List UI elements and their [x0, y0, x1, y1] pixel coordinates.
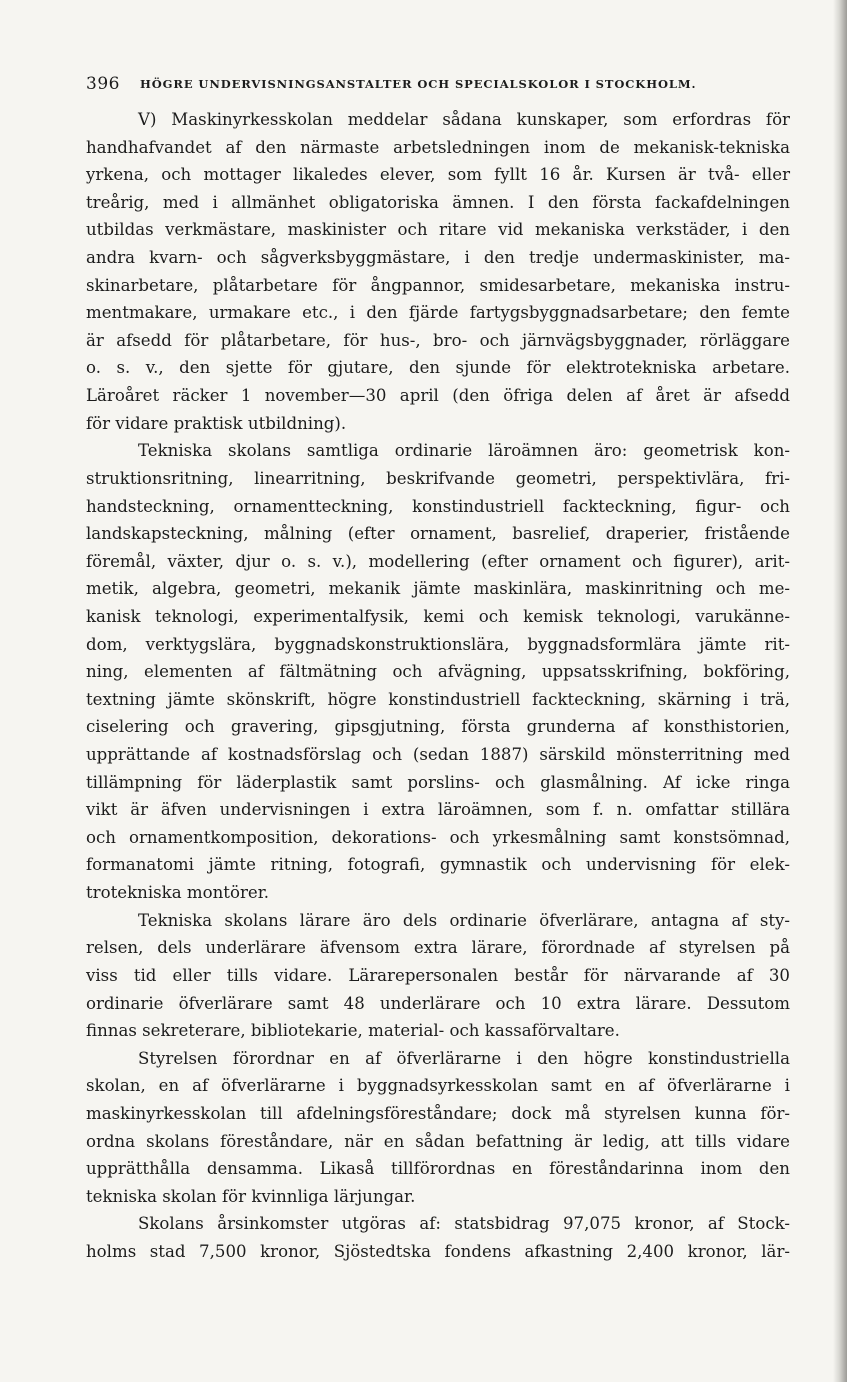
text-line: kanisk teknologi, experimentalfysik, kemi och kemisk teknologi, varukänne- [86, 606, 790, 626]
body-text [86, 106, 790, 1266]
text-line: tillämpning för läderplastik samt porslins- och glasmålning. Af icke ringa [86, 772, 790, 792]
text-line: trotekniska montörer. [86, 883, 270, 903]
text-line: formanatomi jämte ritning, fotografi, gymnastik och undervisning för elek- [86, 855, 790, 875]
text-line: treårig, med i allmänhet obligatoriska ämnen. I den första fackafdelningen [86, 192, 790, 212]
text-line: upprättande af kostnadsförslag och (sedan 1887) särskild mönsterritning med [86, 745, 790, 765]
text-line: finnas sekreterare, bibliotekarie, material- och kassaförvaltare. [86, 1021, 620, 1041]
text-line: Läroåret räcker 1 november—30 april (den öfriga delen af året är afsedd [86, 386, 790, 406]
text-line: textning jämte skönskrift, högre konstindustriell fackteckning, skärning i trä, [86, 689, 790, 709]
page-number: 396 [86, 74, 120, 94]
text-line: dom, verktygslära, byggnadskonstruktionslära, byggnadsformlära jämte rit- [86, 634, 790, 654]
text-line: andra kvarn- och sågverksbyggmästare, i den tredje undermaskinister, ma- [86, 248, 790, 268]
text-line: och ornamentkomposition, dekorations- och yrkesmålning samt konstsömnad, [86, 827, 790, 847]
text-line: struktionsritning, linearritning, beskrifvande geometri, perspektivlära, fri- [86, 468, 790, 488]
text-line: o. s. v., den sjette för gjutare, den sjunde för elektrotekniska arbetare. [86, 358, 790, 378]
text-line: viss tid eller tills vidare. Lärarepersonalen består för närvarande af 30 [86, 965, 790, 985]
page-edge-shadow [833, 0, 847, 1382]
text-line: skinarbetare, plåtarbetare för ångpannor, smidesarbetare, mekaniska instru- [86, 275, 790, 295]
text-line: maskinyrkesskolan till afdelningsföreståndare; dock må styrelsen kunna för- [86, 1103, 790, 1123]
text-line: handhafvandet af den närmaste arbetsledningen inom de mekanisk-tekniska [86, 137, 790, 157]
text-line: Skolans årsinkomster utgöras af: statsbidrag 97,075 kronor, af Stock- [138, 1214, 790, 1234]
text-line: för vidare praktisk utbildning). [86, 413, 347, 433]
text-line: föremål, växter, djur o. s. v.), modellering (efter ornament och figurer), arit- [86, 551, 790, 571]
text-line: holms stad 7,500 kronor, Sjöstedtska fondens afkastning 2,400 kronor, lär- [86, 1241, 790, 1261]
text-line: tekniska skolan för kvinnliga lärjungar. [86, 1186, 416, 1206]
page-header [86, 70, 786, 98]
text-line: Tekniska skolans samtliga ordinarie läroämnen äro: geometrisk kon- [138, 441, 790, 461]
text-line: skolan, en af öfverlärarne i byggnadsyrkesskolan samt en af öfverlärarne i [86, 1076, 790, 1096]
text-line: ordna skolans föreståndare, när en sådan befattning är ledig, att tills vidare [86, 1131, 790, 1151]
text-line: yrkena, och mottager likaledes elever, som fyllt 16 år. Kursen är två- eller [86, 165, 790, 185]
text-line: mentmakare, urmakare etc., i den fjärde fartygsbyggnadsarbetare; den femte [86, 303, 790, 323]
text-line: ning, elementen af fältmätning och afvägning, uppsatsskrifning, bokföring, [86, 662, 790, 682]
text-line: relsen, dels underlärare äfvensom extra lärare, förordnade af styrelsen på [86, 938, 790, 958]
text-line: ciselering och gravering, gipsgjutning, första grunderna af konsthistorien, [86, 717, 790, 737]
text-line: Tekniska skolans lärare äro dels ordinarie öfverlärare, antagna af sty- [138, 910, 790, 930]
text-line: utbildas verkmästare, maskinister och ritare vid mekaniska verkstäder, i den [86, 220, 790, 240]
text-line: ordinarie öfverlärare samt 48 underlärare och 10 extra lärare. Dessutom [86, 993, 790, 1013]
running-head: HÖGRE UNDERVISNINGSANSTALTER OCH SPECIALSKOLOR I STOCKHOLM. [140, 77, 697, 91]
text-line: metik, algebra, geometri, mekanik jämte maskinlära, maskinritning och me- [86, 579, 790, 599]
text-line: vikt är äfven undervisningen i extra läroämnen, som f. n. omfattar stillära [86, 800, 790, 820]
text-line: upprätthålla densamma. Likaså tillförordnas en föreståndarinna inom den [86, 1159, 790, 1179]
text-line: V) Maskinyrkesskolan meddelar sådana kunskaper, som erfordras för [138, 110, 790, 129]
text-line: är afsedd för plåtarbetare, för hus-, bro- och järnvägsbyggnader, rörläggare [86, 330, 790, 350]
text-line: Styrelsen förordnar en af öfverlärarne i den högre konstindustriella [138, 1048, 790, 1068]
text-line: handsteckning, ornamentteckning, konstindustriell fackteckning, figur- och [86, 496, 790, 516]
text-line: landskapsteckning, målning (efter ornament, basrelief, draperier, fristående [86, 524, 790, 544]
